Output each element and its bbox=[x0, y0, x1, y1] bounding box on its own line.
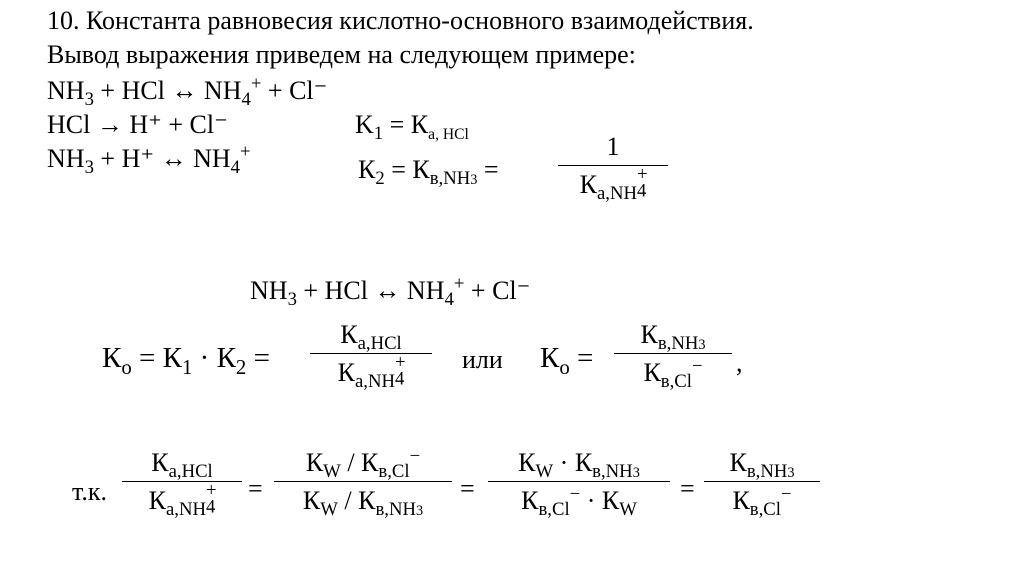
fraction-bar bbox=[488, 481, 670, 482]
ko-expression-alt: $К_о$ = bbox=[540, 342, 594, 379]
tk-fraction-1: $К_{a,HCl}$ $К_{a,NH}$ + 4 bbox=[122, 448, 242, 516]
equals-1: = bbox=[248, 474, 263, 503]
tk-fraction-3: $К_W \cdot К_{в,NH3}$ $К_{в,Cl}^- \cdot К_W$ bbox=[488, 448, 670, 516]
reaction-nh3-proton: $NH_3 + H^+$ ↔ $NH_4^+$ bbox=[47, 141, 251, 179]
k2-expression: $К_2 = К_{в,NH3}$ = bbox=[358, 155, 499, 190]
fraction-bar bbox=[310, 353, 432, 354]
k1-expression: $K_1 = К_{а, HCl}$ bbox=[355, 110, 469, 145]
fraction-bar bbox=[704, 481, 820, 482]
fraction-bar bbox=[614, 353, 732, 354]
intro-text: Вывод выражения приведем на следующем примере: bbox=[47, 40, 636, 69]
tk-fraction-4: $К_{в,NH3}$ $К_{в,Cl}^-$ bbox=[704, 448, 820, 516]
comma: , bbox=[736, 348, 743, 377]
k2-fraction bbox=[558, 132, 668, 205]
k2-denominator: $К_{а,NH}$ + 4 bbox=[579, 163, 648, 205]
equals-2: = bbox=[460, 474, 475, 503]
tk-label: т.к. bbox=[72, 477, 108, 506]
reaction-center: $NH_3$ + HCl ↔ $NH_4^+ + Cl^-$ bbox=[250, 273, 531, 311]
reaction-hcl-dissociation: HCl → H⁺ + Cl⁻ bbox=[47, 110, 228, 139]
ko-fraction-1: $К_{а,HCl}$ $К_{а,NH}$ + 4 bbox=[310, 320, 432, 388]
ko-expression: $К_о = К_1 \cdot К_2$ = bbox=[102, 342, 270, 379]
fraction-bar bbox=[122, 481, 242, 482]
equals-3: = bbox=[680, 474, 695, 503]
k2-numerator: 1 bbox=[606, 132, 620, 161]
fraction-bar bbox=[558, 165, 668, 166]
or-word: или bbox=[462, 345, 503, 374]
slide-heading: 10. Константа равновесия кислотно-основного взаимодействия. bbox=[47, 6, 754, 35]
ko-fraction-2: $К_{в,NH3}$ $К_{в,Cl}^-$ bbox=[614, 320, 732, 388]
fraction-bar bbox=[274, 481, 452, 482]
reaction-main: $NH_3$ + HCl ↔ $NH_4^+ + Cl^-$ bbox=[47, 73, 328, 111]
tk-fraction-2: $К_W / К_{в,Cl}^-$ $К_W / К_{в,NH3}$ bbox=[274, 448, 452, 516]
